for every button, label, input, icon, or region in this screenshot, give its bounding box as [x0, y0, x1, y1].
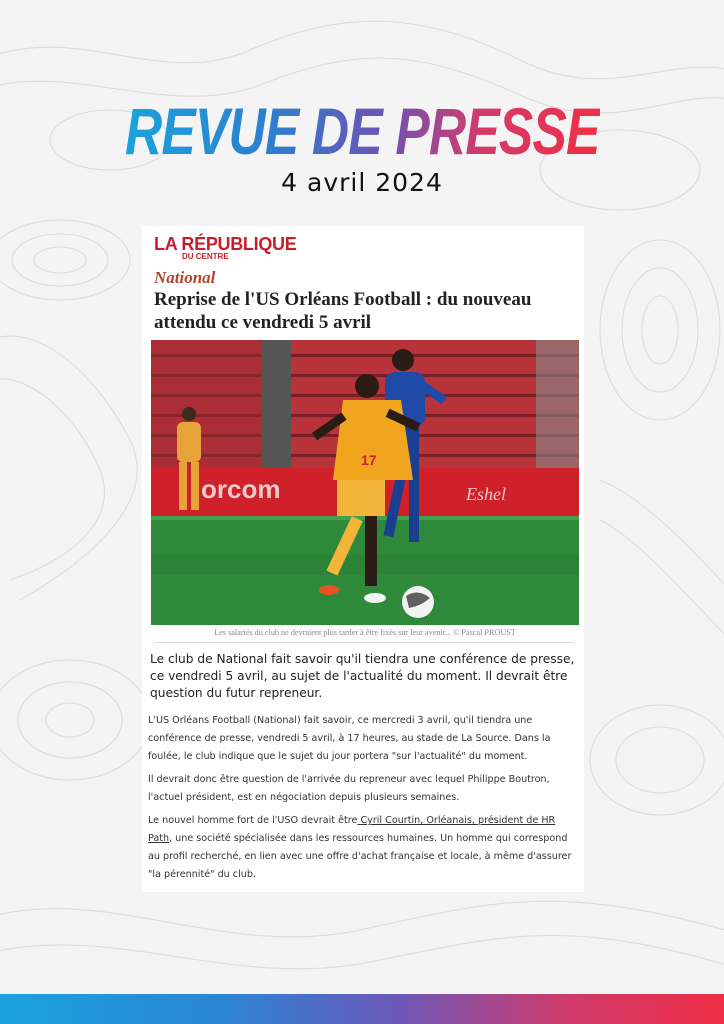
photo-banner-left: orcom — [201, 474, 281, 504]
article-paragraph: Il devrait donc être question de l'arrivée du repreneur avec lequel Philippe Boutron, l'actuel président, est en négociation depuis plusieurs semaines. — [148, 774, 550, 803]
photo-banner-right: Eshel — [466, 484, 506, 504]
paragraph-text: , une société spécialisée dans les ressources humaines. Un homme qui correspond au profil recherché, en lien avec une offre d'achat française et locale, à même d'assurer "la pérennité" du club. — [148, 833, 572, 880]
photo-caption: Les salariés du club ne devraient plus tarder à être fixés sur leur avenir... © Pascal PROUST — [214, 628, 516, 637]
article-rubric: National — [154, 268, 216, 287]
page-title: REVUE DE PRESSE — [124, 94, 600, 168]
article-card — [142, 226, 584, 892]
photo-player-number: 17 — [361, 452, 377, 468]
article-paragraph: L'US Orléans Football (National) fait savoir, ce mercredi 3 avril, qu'il tiendra une conférence de presse, vendredi 5 avril, à 17 heures, au stade de La Source. Dans la foulée, le club indique que le sujet du jour portera "sur l'actualité" du moment. — [148, 715, 551, 762]
paragraph-text: Le nouvel homme fort de l'USO devrait être — [148, 815, 358, 826]
footer-gradient-bar — [0, 994, 724, 1024]
newspaper-logo-sub: DU CENTRE — [182, 252, 229, 261]
header — [0, 94, 724, 197]
article-intro: Le club de National fait savoir qu'il tiendra une conférence de presse, ce vendredi 5 avril, au sujet de l'actualité du moment. Il devrait être question du futur repreneur. — [150, 652, 575, 700]
repreneur-link[interactable]: Cyril Courtin, Orléanais, président de HR Path — [148, 815, 556, 844]
article-body — [148, 712, 580, 889]
newspaper-logo-name: LA RÉPUBLIQUE — [154, 234, 297, 254]
article-headline: Reprise de l'US Orléans Football : du nouveau attendu ce vendredi 5 avril — [154, 289, 532, 333]
caption-divider — [154, 642, 574, 643]
article-photo — [151, 340, 579, 625]
article-paragraph — [148, 812, 580, 884]
newspaper-logo — [154, 235, 296, 261]
press-date: 4 avril 2024 — [281, 168, 443, 197]
